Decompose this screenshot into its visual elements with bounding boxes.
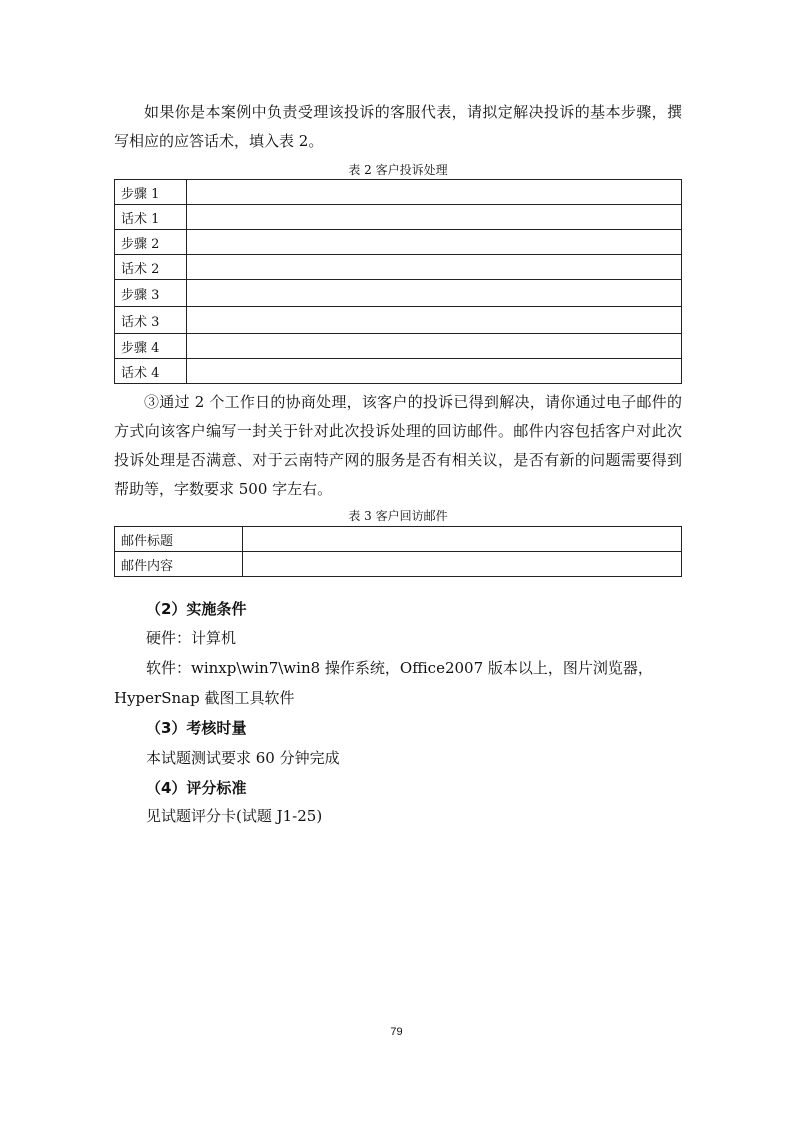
section3-heading: （3）考核时量 — [146, 719, 247, 737]
row-label: 话术 3 — [115, 307, 187, 334]
complaint-handling-table — [114, 179, 682, 384]
table-row — [115, 527, 682, 552]
table3-caption: 表 3 客户回访邮件 — [348, 509, 448, 523]
row-label: 话术 4 — [115, 359, 187, 384]
answer-cell[interactable] — [187, 334, 682, 359]
table-row — [115, 552, 682, 577]
scoring-line: 见试题评分卡(试题 J1-25) — [146, 807, 323, 825]
row-label: 话术 1 — [115, 205, 187, 230]
table-row — [115, 307, 682, 334]
table-row — [115, 180, 682, 205]
table-row — [115, 205, 682, 230]
answer-cell[interactable] — [187, 359, 682, 384]
answer-cell[interactable] — [187, 205, 682, 230]
answer-cell[interactable] — [187, 255, 682, 280]
section2-heading: （2）实施条件 — [146, 600, 247, 618]
software-line: 软件：winxp\win7\win8 操作系统，Office2007 版本以上，图片浏览器， — [146, 659, 653, 677]
duration-line: 本试题测试要求 60 分钟完成 — [146, 749, 340, 767]
intro-paragraph: 如果你是本案例中负责受理该投诉的客服代表，请拟定解决投诉的基本步骤，撰写相应的应答话术，填入表 2。 — [114, 103, 682, 150]
answer-cell[interactable] — [187, 180, 682, 205]
hardware-line: 硬件：计算机 — [146, 629, 237, 647]
table-row — [115, 280, 682, 307]
row-label: 步骤 2 — [115, 230, 187, 255]
table-row — [115, 334, 682, 359]
page-number: 79 — [390, 1026, 403, 1038]
row-label: 步骤 1 — [115, 180, 187, 205]
answer-cell[interactable] — [243, 552, 682, 577]
table-row — [115, 255, 682, 280]
row-label: 邮件标题 — [115, 527, 243, 552]
answer-cell[interactable] — [187, 230, 682, 255]
row-label: 话术 2 — [115, 255, 187, 280]
row-label: 邮件内容 — [115, 552, 243, 577]
row-label: 步骤 3 — [115, 280, 187, 307]
answer-cell[interactable] — [187, 307, 682, 334]
follow-up-email-table — [114, 526, 682, 577]
table-row — [115, 230, 682, 255]
table2-caption: 表 2 客户投诉处理 — [348, 163, 448, 177]
section4-heading: （4）评分标准 — [146, 779, 247, 797]
answer-cell[interactable] — [243, 527, 682, 552]
answer-cell[interactable] — [187, 280, 682, 307]
software-line-cont: HyperSnap 截图工具软件 — [114, 689, 295, 707]
email-task-paragraph: ③通过 2 个工作日的协商处理，该客户的投诉已得到解决，请你通过电子邮件的方式向该客户编写一封关于针对此次投诉处理的回访邮件。邮件内容包括客户对此次投诉处理是否满意、对于云南特产网的服务是否有相关议，是否有新的问题需要得到帮助等，字数要求 500 字左右。 — [114, 393, 682, 498]
table-row — [115, 359, 682, 384]
row-label: 步骤 4 — [115, 334, 187, 359]
